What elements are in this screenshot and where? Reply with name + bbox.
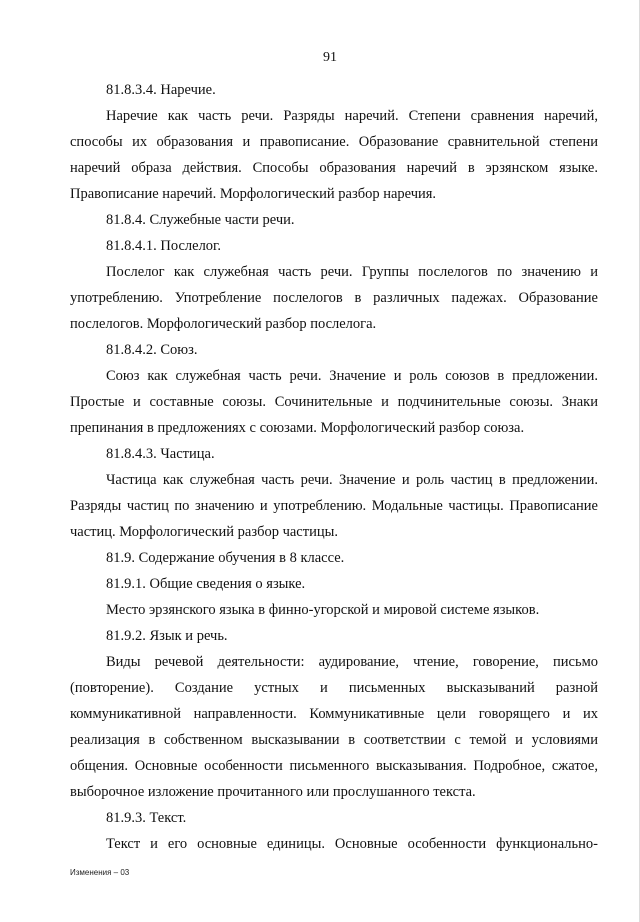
section-heading: 81.8.4.1. Послелог. [106, 238, 221, 254]
body-paragraph: Место эрзянского языка в финно-угорской и мировой системе языков. [106, 602, 540, 618]
body-paragraph: Виды речевой деятельности: аудирование, чтение, говорение, письмо (повторение). Создание устных и письменных высказываний разной коммуникативной направленности. Коммуникативные цели говорящего и их реализация в собственном высказывании в соответствии с темой и условиями общения. Основные особенности письменного высказывания. Подробное, сжатое, выборочное изложение прочитанного или прослушанного текста. [70, 654, 598, 800]
document-body [70, 77, 598, 857]
body-paragraph: Текст и его основные единицы. Основные особенности функционально- [106, 836, 598, 852]
body-paragraph: Союз как служебная часть речи. Значение и роль союзов в предложении. Простые и составные союзы. Сочинительные и подчинительные союзы. Знаки препинания в предложениях с союзами. Морфологический разбор союза. [70, 368, 598, 436]
section-heading: 81.9.3. Текст. [106, 810, 187, 826]
section-heading: 81.9.2. Язык и речь. [106, 628, 228, 644]
body-paragraph: Частица как служебная часть речи. Значение и роль частиц в предложении. Разряды частиц по значению и употреблению. Модальные частицы. Правописание частиц. Морфологический разбор частицы. [70, 472, 598, 540]
section-heading: 81.8.3.4. Наречие. [106, 82, 216, 98]
page-number: 91 [323, 50, 337, 65]
section-heading: 81.8.4.2. Союз. [106, 342, 198, 358]
section-heading: 81.9. Содержание обучения в 8 классе. [106, 550, 345, 566]
section-heading: 81.8.4. Служебные части речи. [106, 212, 295, 228]
section-heading: 81.9.1. Общие сведения о языке. [106, 576, 306, 592]
body-paragraph: Послелог как служебная часть речи. Группы послелогов по значению и употреблению. Употребление послелогов в различных падежах. Образование послелогов. Морфологический разбор послелога. [70, 264, 598, 332]
body-paragraph: Наречие как часть речи. Разряды наречий. Степени сравнения наречий, способы их образования и правописание. Образование сравнительной степени наречий образа действия. Способы образования наречий в эрзянском языке. Правописание наречий. Морфологический разбор наречия. [70, 108, 598, 202]
footer-note: Изменения – 03 [70, 868, 130, 877]
section-heading: 81.8.4.3. Частица. [106, 446, 215, 462]
